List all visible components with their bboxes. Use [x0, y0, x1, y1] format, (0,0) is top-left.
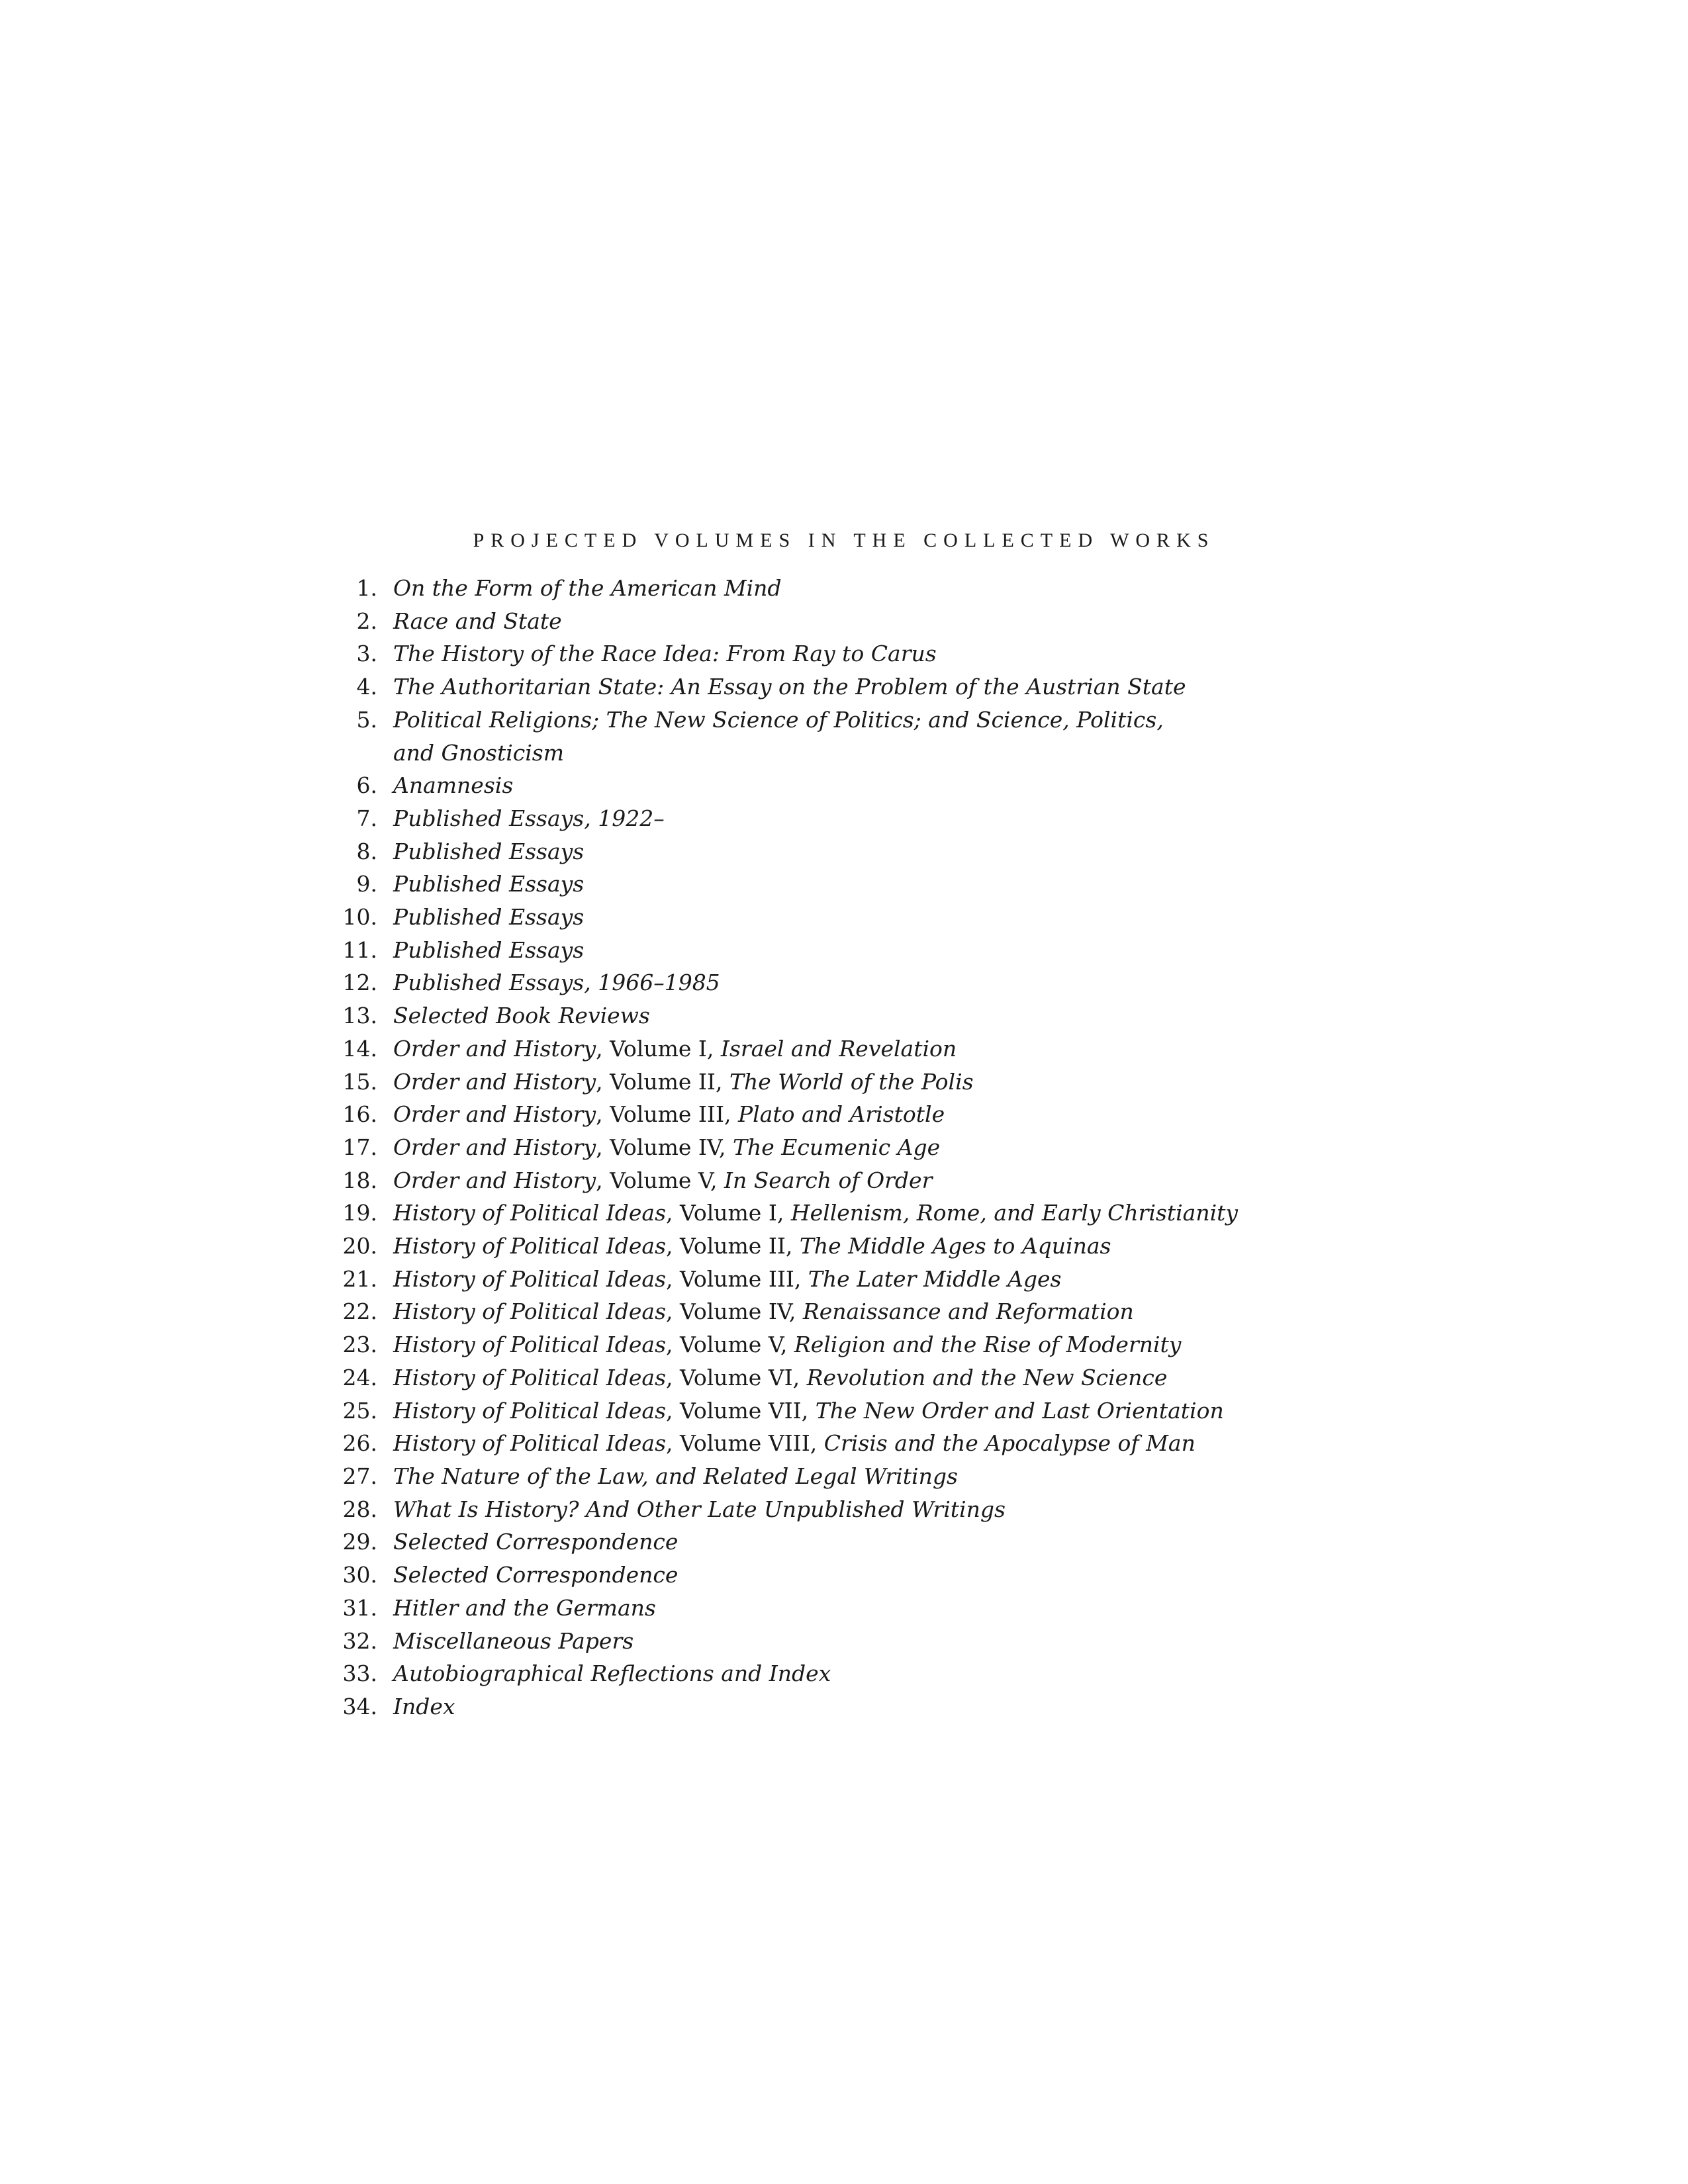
volume-number: 22. [342, 1298, 377, 1325]
volume-title [393, 737, 564, 770]
list-item [324, 1230, 1251, 1263]
title-italic-segment: Race and State [393, 608, 562, 634]
volume-title [393, 1197, 1238, 1230]
list-item [324, 670, 1251, 704]
volume-title [393, 1131, 940, 1164]
list-item [324, 802, 1251, 835]
title-roman-segment: , Volume I, [596, 1035, 721, 1062]
volume-number: 33. [342, 1661, 377, 1687]
title-italic-segment: In Search of Order [724, 1167, 933, 1193]
volume-title [393, 1295, 1134, 1328]
volume-title [393, 572, 782, 605]
title-roman-segment: , Volume VIII, [666, 1430, 824, 1457]
title-italic-segment: and Gnosticism [393, 739, 565, 766]
volume-number: 1. [356, 575, 377, 601]
list-item [324, 1460, 1251, 1493]
volume-title [393, 1230, 1111, 1263]
title-roman-segment: , Volume II, [666, 1233, 800, 1259]
list-item [324, 1098, 1251, 1131]
title-roman-segment: , Volume IV, [666, 1298, 803, 1325]
list-item [324, 934, 1251, 967]
volume-title [393, 1361, 1167, 1394]
volume-title [393, 1066, 974, 1099]
title-italic-segment: Published Essays [393, 871, 585, 897]
volume-title [393, 1592, 656, 1625]
volume-title [393, 1098, 945, 1131]
title-italic-segment: Israel and Revelation [720, 1035, 957, 1062]
volume-number: 27. [342, 1463, 377, 1489]
list-item [324, 1657, 1251, 1690]
list-item [324, 999, 1251, 1032]
volume-title [393, 999, 650, 1032]
volume-number: 32. [342, 1627, 377, 1654]
volume-number: 2. [356, 608, 377, 634]
title-italic-segment: The World of the Polis [729, 1068, 974, 1095]
volume-title [393, 934, 584, 967]
volume-title [393, 1394, 1224, 1428]
volume-number: 17. [342, 1134, 377, 1160]
list-item [324, 1625, 1251, 1658]
title-italic-segment: The History of the Race Idea: From Ray to Carus [393, 641, 937, 667]
list-item [324, 1493, 1251, 1526]
list-item [324, 1263, 1251, 1296]
list-item [324, 1559, 1251, 1592]
title-roman-segment: , Volume V, [596, 1167, 724, 1193]
title-italic-segment: Plato and Aristotle [737, 1101, 945, 1128]
volume-number: 3. [356, 641, 377, 667]
list-item [324, 1197, 1251, 1230]
title-italic-segment: Hellenism, Rome, and Early Christianity [790, 1200, 1239, 1226]
title-italic-segment: Selected Correspondence [393, 1529, 679, 1555]
list-item [324, 737, 1251, 770]
volume-title [393, 1690, 455, 1723]
title-roman-segment: , Volume II, [596, 1068, 729, 1095]
volume-title [393, 1559, 678, 1592]
volume-number: 6. [356, 772, 377, 799]
title-italic-segment: Published Essays, 1922– [393, 805, 665, 831]
list-item [324, 1032, 1251, 1066]
volume-number: 5. [356, 706, 377, 733]
title-italic-segment: History of Political Ideas [393, 1364, 667, 1390]
title-italic-segment: What Is History? And Other Late Unpublished Writings [393, 1496, 1006, 1522]
title-italic-segment: Crisis and the Apocalypse of Man [823, 1430, 1196, 1457]
title-roman-segment: , Volume IV, [596, 1134, 733, 1160]
volume-number: 26. [342, 1430, 377, 1457]
title-italic-segment: Order and History [393, 1068, 596, 1095]
volume-title [393, 901, 584, 934]
volume-number: 31. [342, 1594, 377, 1621]
title-italic-segment: Order and History [393, 1035, 596, 1062]
volume-title [393, 1164, 932, 1197]
volume-title [393, 1427, 1196, 1460]
volume-number: 23. [342, 1332, 377, 1358]
title-italic-segment: The Ecumenic Age [732, 1134, 941, 1160]
title-roman-segment: , Volume I, [666, 1200, 791, 1226]
list-item [324, 901, 1251, 934]
volume-number: 4. [356, 674, 377, 700]
volume-number: 28. [342, 1496, 377, 1522]
title-italic-segment: Published Essays [393, 838, 585, 864]
list-item [324, 769, 1251, 802]
title-roman-segment: , Volume III, [596, 1101, 738, 1128]
volume-number: 8. [356, 838, 377, 864]
volume-number: 11. [342, 936, 377, 963]
volume-title [393, 868, 584, 901]
list-item [324, 1131, 1251, 1164]
title-italic-segment: History of Political Ideas [393, 1332, 667, 1358]
list-item [324, 1427, 1251, 1460]
title-italic-segment: Religion and the Rise of Modernity [794, 1332, 1182, 1358]
title-italic-segment: Published Essays [393, 904, 585, 931]
volume-title [393, 802, 665, 835]
volume-number: 21. [342, 1265, 377, 1292]
title-italic-segment: Published Essays, 1966–1985 [393, 970, 720, 996]
title-italic-segment: On the Form of the American Mind [393, 575, 782, 601]
volume-number: 30. [342, 1562, 377, 1588]
title-italic-segment: Published Essays [393, 936, 585, 963]
title-italic-segment: The New Order and Last Orientation [815, 1397, 1224, 1424]
volume-title [393, 1032, 957, 1066]
list-item [324, 1361, 1251, 1394]
page-heading: PROJECTED VOLUMES IN THE COLLECTED WORKS [473, 529, 1215, 551]
list-item [324, 637, 1251, 670]
title-italic-segment: Selected Book Reviews [393, 1003, 650, 1029]
volume-title [393, 1263, 1061, 1296]
list-item [324, 835, 1251, 868]
volume-number: 15. [342, 1068, 377, 1095]
title-italic-segment: Order and History [393, 1167, 596, 1193]
list-item [324, 1690, 1251, 1723]
title-italic-segment: Selected Correspondence [393, 1562, 679, 1588]
volume-number: 16. [342, 1101, 377, 1128]
volume-number: 34. [342, 1693, 377, 1719]
volume-number: 25. [342, 1397, 377, 1424]
volume-number: 24. [342, 1364, 377, 1390]
volume-number: 19. [342, 1200, 377, 1226]
volume-number: 18. [342, 1167, 377, 1193]
volume-number: 12. [342, 970, 377, 996]
volume-number: 13. [342, 1003, 377, 1029]
title-italic-segment: Miscellaneous Papers [393, 1627, 634, 1654]
list-item [324, 1164, 1251, 1197]
title-italic-segment: History of Political Ideas [393, 1430, 667, 1457]
volume-title [393, 1460, 958, 1493]
title-italic-segment: Order and History [393, 1101, 596, 1128]
volume-title [393, 1525, 678, 1559]
list-item [324, 1525, 1251, 1559]
title-italic-segment: The Middle Ages to Aquinas [799, 1233, 1111, 1259]
title-italic-segment: Anamnesis [393, 772, 514, 799]
list-item [324, 1066, 1251, 1099]
list-item [324, 1592, 1251, 1625]
volume-title [393, 605, 562, 638]
volume-number: 9. [356, 871, 377, 897]
title-italic-segment: The Authoritarian State: An Essay on the Problem of the Austrian State [393, 674, 1186, 700]
volume-number: 10. [342, 904, 377, 931]
title-italic-segment: Order and History [393, 1134, 596, 1160]
title-italic-segment: History of Political Ideas [393, 1200, 667, 1226]
title-italic-segment: Index [393, 1693, 455, 1719]
title-italic-segment: Hitler and the Germans [393, 1594, 656, 1621]
title-italic-segment: Autobiographical Reflections and Index [393, 1661, 831, 1687]
volume-title [393, 637, 937, 670]
list-item [324, 605, 1251, 638]
volume-title [393, 704, 1164, 737]
list-item [324, 704, 1251, 737]
title-roman-segment: , Volume VII, [666, 1397, 816, 1424]
list-item [324, 1394, 1251, 1428]
volume-list [324, 572, 1251, 1723]
volume-number: 20. [342, 1233, 377, 1259]
list-item [324, 1295, 1251, 1328]
title-italic-segment: The Nature of the Law, and Related Legal Writings [393, 1463, 958, 1489]
title-italic-segment: The Later Middle Ages [808, 1265, 1062, 1292]
volume-title [393, 1493, 1006, 1526]
title-italic-segment: History of Political Ideas [393, 1298, 667, 1325]
volume-title [393, 670, 1186, 704]
volume-number: 29. [342, 1529, 377, 1555]
volume-title [393, 1657, 831, 1690]
volume-title [393, 769, 513, 802]
list-item [324, 966, 1251, 999]
title-italic-segment: History of Political Ideas [393, 1233, 667, 1259]
title-roman-segment: , Volume VI, [666, 1364, 807, 1390]
volume-number: 7. [356, 805, 377, 831]
title-roman-segment: , Volume V, [666, 1332, 794, 1358]
list-item [324, 572, 1251, 605]
list-item [324, 1328, 1251, 1361]
list-item [324, 868, 1251, 901]
title-italic-segment: Renaissance and Reformation [802, 1298, 1134, 1325]
title-italic-segment: History of Political Ideas [393, 1265, 667, 1292]
title-italic-segment: History of Political Ideas [393, 1397, 667, 1424]
title-italic-segment: Political Religions; The New Science of Politics; and Science, Politics, [393, 706, 1164, 733]
title-roman-segment: , Volume III, [666, 1265, 808, 1292]
volume-title [393, 835, 584, 868]
volume-number: 14. [342, 1035, 377, 1062]
volume-title [393, 1328, 1181, 1361]
volume-title [393, 966, 720, 999]
title-italic-segment: Revolution and the New Science [806, 1364, 1168, 1390]
volume-title [393, 1625, 633, 1658]
